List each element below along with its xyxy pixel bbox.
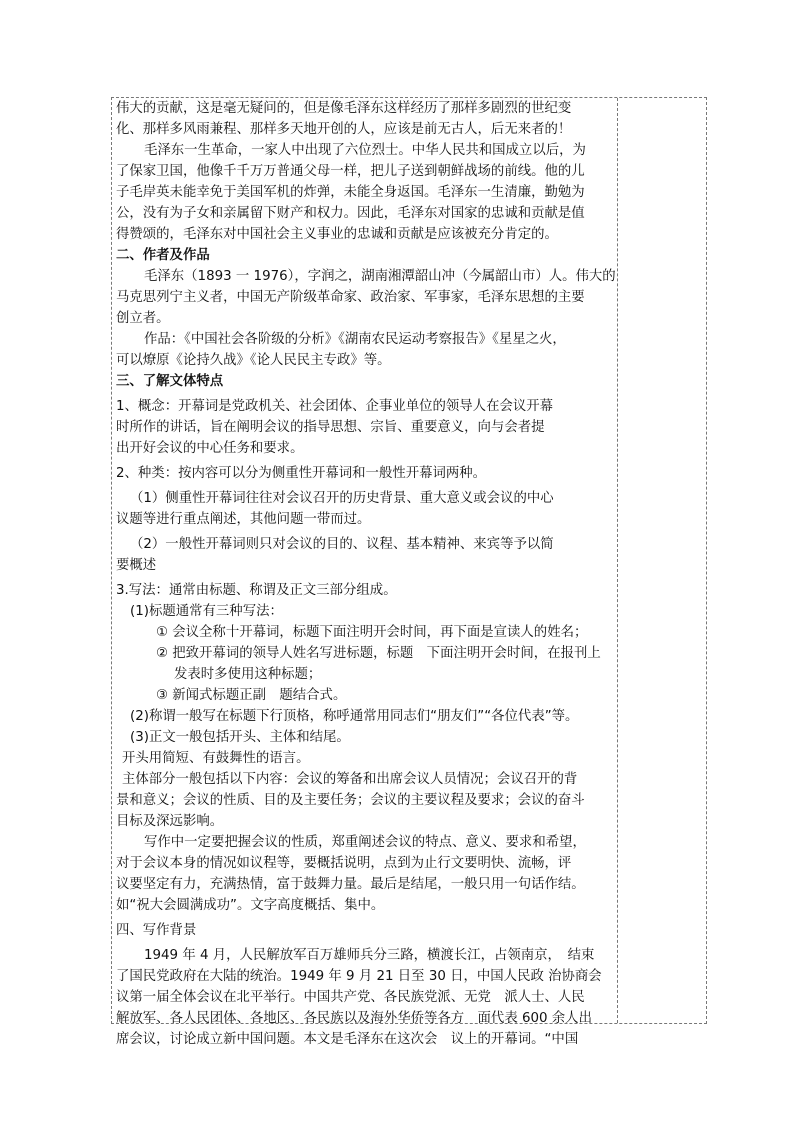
- text-line: 得赞颂的，毛泽东对中国社会主义事业的忠诚和贡献是应该被充分肯定的。: [116, 227, 558, 242]
- text-line: 写作中一定要把握会议的性质，郑重阐述会议的特点、意义、要求和希望，: [144, 835, 586, 850]
- lesson-table: [111, 97, 707, 1047]
- section-heading: 二、作者及作品: [116, 248, 210, 263]
- text-line: 伟大的贡献，这是毫无疑问的，但是像毛泽东这样经历了那样多剧烈的世纪变: [116, 101, 572, 116]
- text-line: 了保家卫国，他像千千万万普通父母一样，把儿子送到朝鲜战场的前线。他的儿: [116, 164, 585, 179]
- text-line: 议要坚定有力，充满热情，富于鼓舞力量。最后是结尾，一般只用一句话作结。: [116, 877, 585, 892]
- text-line: 子毛岸英未能幸免于美国军机的炸弹，未能全身返国。毛泽东一生清廉，勤勉为: [116, 185, 585, 200]
- text-line: 马克思列宁主义者，中国无产阶级革命家、政治家、军事家，毛泽东思想的主要: [116, 290, 585, 305]
- text-line: 议第一届全体会议在北平举行。中国共产党、各民族党派、无党 派人士、人民: [116, 990, 585, 1005]
- text-line: （1）侧重性开幕词往往对会议召开的历史背景、重大意义或会议的中心: [130, 491, 554, 506]
- text-line: (3)正文一般包括开头、主体和结尾。: [130, 730, 350, 745]
- text-line: 1、概念：开幕词是党政机关、社会团体、企事业单位的领导人在会议开幕: [116, 399, 554, 414]
- column-divider: [617, 98, 618, 1023]
- text-line: 对于会议本身的情况如议程等，要概括说明，点到为止行文要明快、流畅，评: [116, 856, 572, 871]
- text-line: ② 把致开幕词的领导人姓名写进标题，标题 下面注明开会时间，在报刊上: [156, 646, 601, 661]
- text-line: 创立者。: [116, 311, 170, 326]
- text-line: 时所作的讲话，旨在阐明会议的指导思想、宗旨、重要意义，向与会者提: [116, 420, 545, 435]
- text-line: 议题等进行重点阐述，其他问题一带而过。: [116, 512, 371, 527]
- text-line: 目标及深远影响。: [116, 814, 224, 829]
- text-line: 景和意义；会议的性质、目的及主要任务；会议的主要议程及要求；会议的奋斗: [116, 793, 585, 808]
- text-line: 要概述: [116, 558, 157, 573]
- text-line: （2）一般性开幕词则只对会议的目的、议程、基本精神、来宾等予以简: [130, 537, 554, 552]
- lesson-content: [116, 98, 616, 1050]
- section-heading: 三、了解文体特点: [116, 374, 224, 389]
- text-line: 2、种类：按内容可以分为侧重性开幕词和一般性开幕词两种。: [116, 466, 487, 481]
- text-line: 毛泽东一生革命，一家人中出现了六位烈士。中华人民共和国成立以后，为: [144, 143, 586, 158]
- text-line: ③ 新闻式标题正副 题结合式。: [156, 688, 347, 703]
- text-line: 可以燎原《论持久战》《论人民民主专政》等。: [116, 353, 391, 368]
- text-line: 发表时多使用这种标题；: [174, 667, 322, 682]
- text-line: 如“祝大会圆满成功”。文字高度概括、集中。: [116, 898, 385, 913]
- text-line: 席会议，讨论成立新中国问题。本文是毛泽东在这次会 议上的开幕词。“中国: [116, 1032, 579, 1047]
- text-line: 开头用简短、有鼓舞性的语言。: [122, 751, 310, 766]
- text-line: 主体部分一般包括以下内容：会议的筹备和出席会议人员情况；会议召开的背: [122, 772, 578, 787]
- text-line: 解放军、各人民团体、各地区、各民族以及海外华侨等各方 面代表 600 余人出: [116, 1011, 592, 1026]
- text-line: 3.写法：通常由标题、称谓及正文三部分组成。: [116, 583, 397, 598]
- text-line: 作品：《中国社会各阶级的分析》《湖南农民运动考察报告》《星星之火，: [144, 332, 566, 347]
- text-line: 化、那样多风雨兼程、那样多天地开创的人，应该是前无古人，后无来者的！: [116, 122, 572, 137]
- text-line: (1)标题通常有三种写法：: [130, 604, 283, 619]
- text-line: (2)称谓一般写在标题下行顶格，称呼通常用同志们“朋友们”“各位代表”等。: [130, 709, 579, 724]
- text-line: ① 会议全称十开幕词，标题下面注明开会时间，再下面是宣读人的姓名；: [156, 625, 588, 640]
- text-line: 出开好会议的中心任务和要求。: [116, 441, 304, 456]
- text-line: 了国民党政府在大陆的统治。1949 年 9 月 21 日至 30 日，中国人民政 治协商会: [116, 969, 602, 984]
- text-line: 公，没有为子女和亲属留下财产和权力。因此，毛泽东对国家的忠诚和贡献是值: [116, 206, 585, 221]
- text-line: 毛泽东（1893 一 1976），字润之，湖南湘潭韶山冲（今属韶山市）人。伟大的: [144, 269, 616, 284]
- text-line: 四、写作背景: [116, 923, 197, 938]
- text-line: 1949 年 4 月，人民解放军百万雄师兵分三路，横渡长江，占领南京， 结束: [144, 948, 595, 963]
